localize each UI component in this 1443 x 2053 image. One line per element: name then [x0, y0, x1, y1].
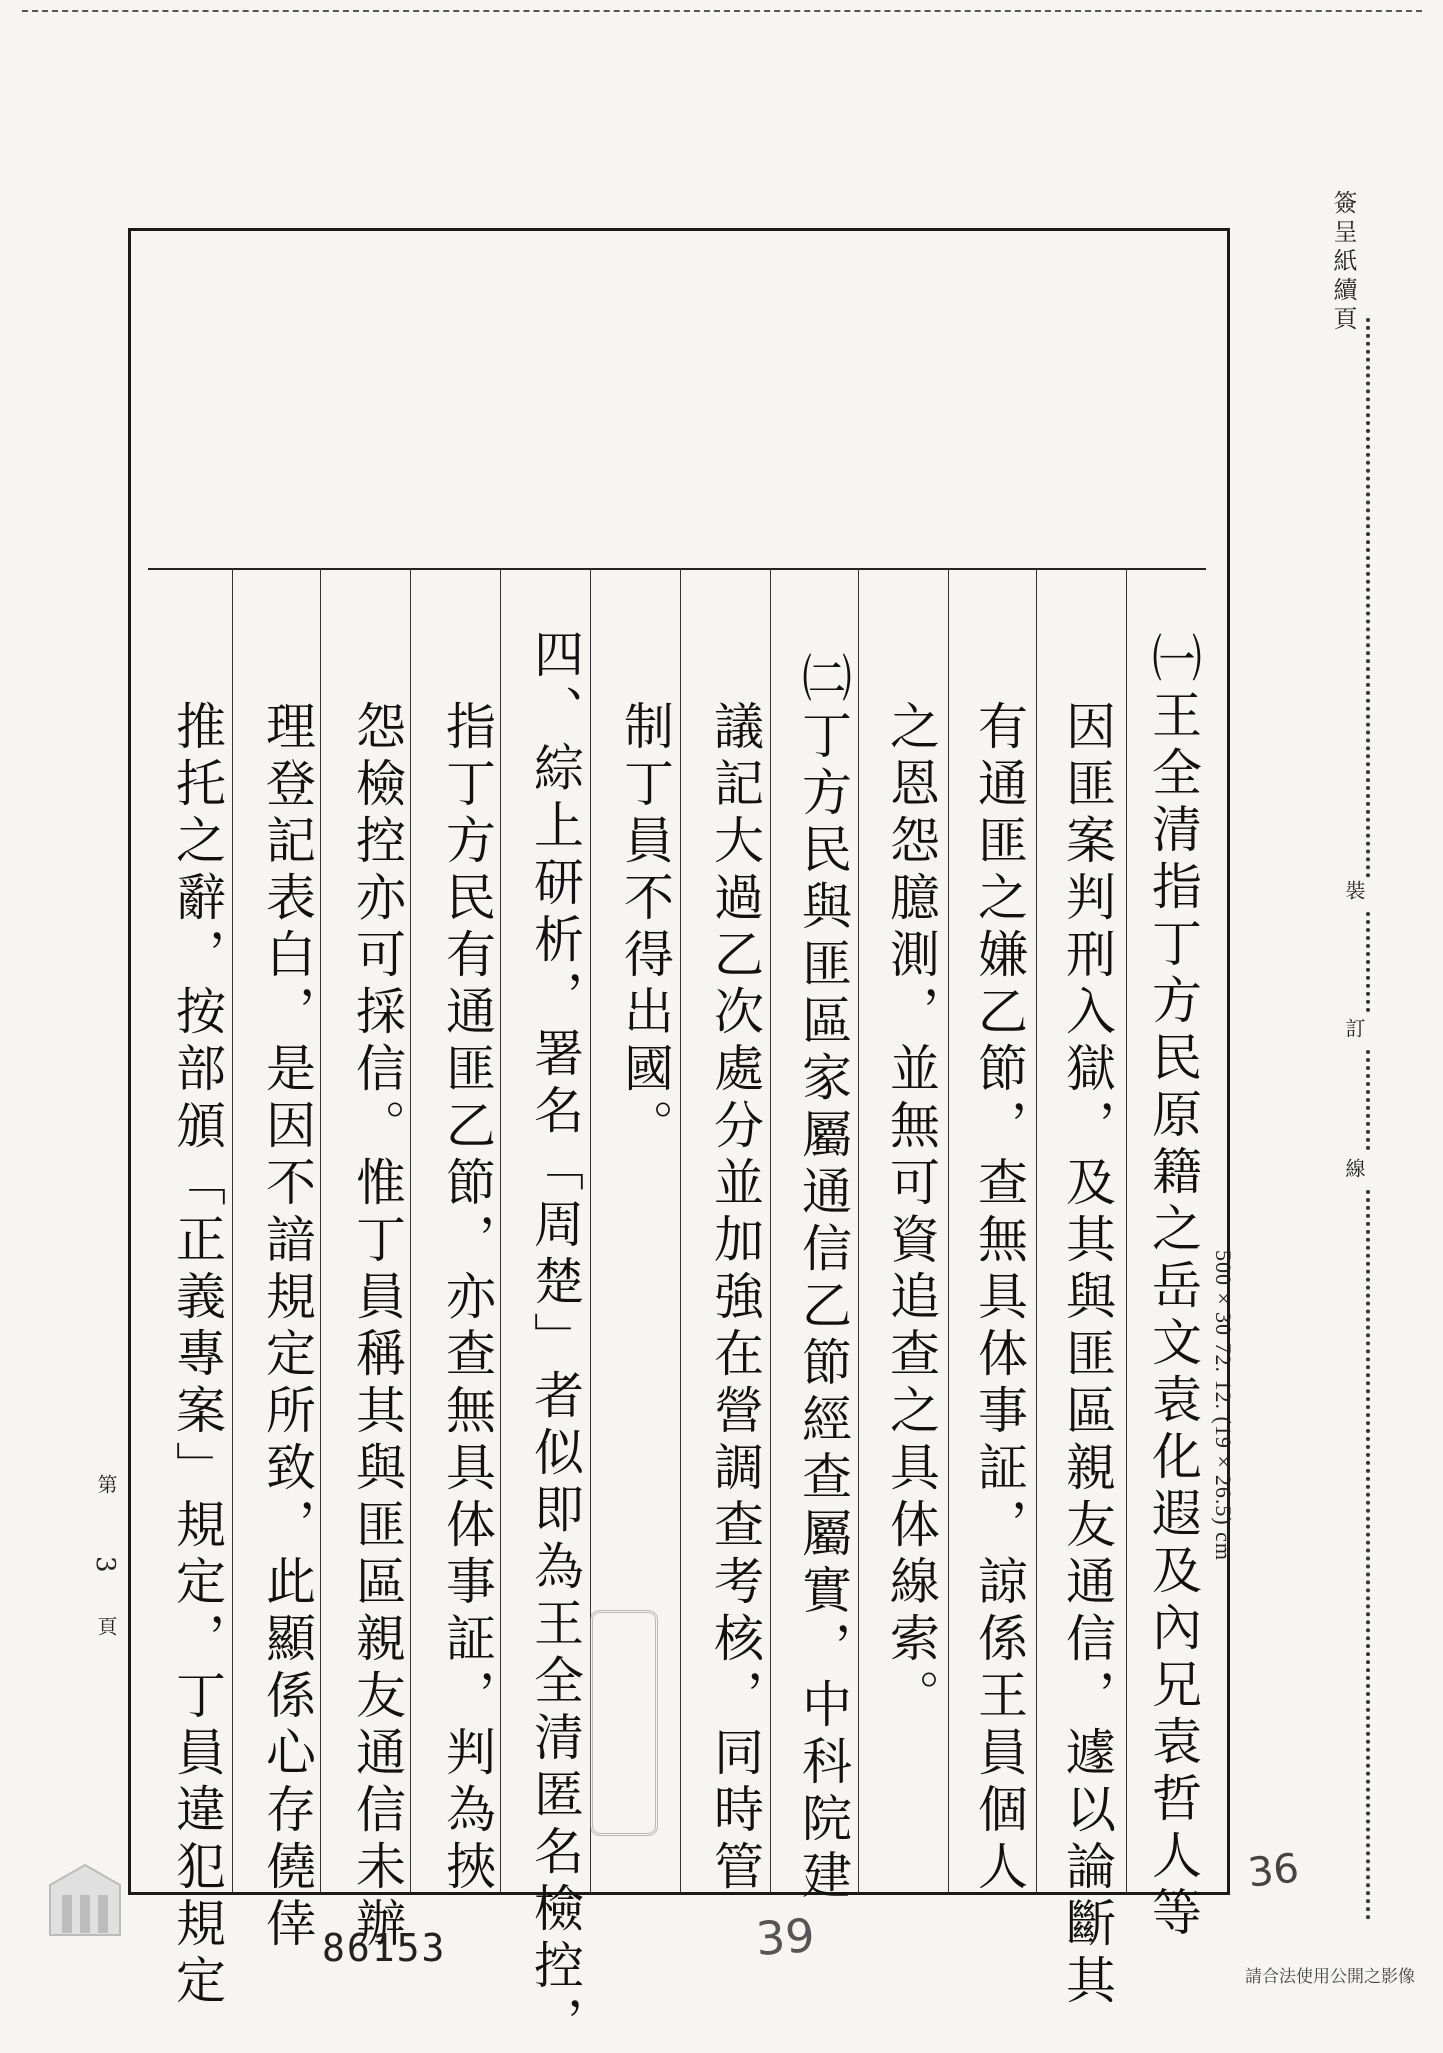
faint-seal-stamp — [590, 1610, 658, 1836]
text-column-11: 理登記表白，是因不諳規定所致，此顯係心存僥倖 — [258, 700, 316, 1954]
text-column-9: 指丁方民有通匪乙節，亦查無具体事証，判為挾 — [438, 700, 496, 1897]
text-column-3: 有通匪之嫌乙節，查無具体事証，諒係王員個人 — [970, 700, 1028, 1897]
column-rule — [948, 568, 949, 1893]
text-column-5: ㈡丁方民與匪區家屬通信乙節經查屬實，中科院建 — [794, 652, 852, 1906]
column-rule — [232, 568, 233, 1893]
page-number: 3 — [90, 1556, 120, 1576]
text-column-1: ㈠王全清指丁方民原籍之岳文袁化遐及內兄袁哲人等 — [1144, 632, 1202, 1943]
column-rule — [680, 568, 681, 1893]
binding-label-zhuang: 裝 — [1342, 880, 1366, 903]
column-rule — [1036, 568, 1037, 1893]
binding-label-ding: 訂 — [1342, 1018, 1366, 1041]
handwritten-folio-number: 39 — [754, 1908, 817, 1966]
column-rule — [858, 568, 859, 1893]
archive-logo-icon — [40, 1855, 130, 1949]
top-dashed-rule — [22, 10, 1422, 12]
binding-dotted-line-2 — [1366, 912, 1370, 1012]
continuation-label: 簽呈紙續頁 — [1329, 190, 1357, 335]
text-column-10: 怨檢控亦可採信。惟丁員稱其與匪區親友通信未辦 — [348, 700, 406, 1954]
binding-dotted-line-4 — [1366, 1190, 1370, 1920]
paper-size-note: 500×30 72. 12. (19×26.5) cm — [1211, 1250, 1236, 1562]
binding-label-xian: 線 — [1342, 1158, 1366, 1181]
page-label-bottom: 頁 — [94, 1616, 118, 1639]
text-column-8: 四、綜上研析，署名「周楚」者似即為王全清匿名檢控， — [526, 628, 584, 2053]
column-rule — [320, 568, 321, 1893]
column-rule — [1126, 568, 1127, 1893]
text-column-6: 議記大過乙次處分並加強在營調查考核，同時管 — [706, 700, 764, 1897]
binding-dotted-line-3 — [1366, 1050, 1370, 1150]
usage-footer-note: 請合法使用公開之影像 — [1245, 1967, 1415, 1987]
binding-dotted-line-1 — [1366, 318, 1370, 878]
text-column-4: 之恩怨臆測，並無可資追查之具体線索。 — [882, 700, 940, 1726]
archive-id-number: 86153 — [322, 1926, 447, 1970]
handwritten-page-number: 36 — [1245, 1845, 1302, 1897]
text-column-7: 制丁員不得出國。 — [616, 700, 674, 1156]
text-column-2: 因匪案判刑入獄，及其與匪區親友通信，遽以論斷其 — [1058, 700, 1116, 2011]
column-rule — [410, 568, 411, 1893]
page-label-top: 第 — [94, 1474, 118, 1497]
column-rule — [770, 568, 771, 1893]
column-rule — [500, 568, 501, 1893]
text-column-12: 推托之辭，按部頒「正義專案」規定，丁員違犯規定 — [168, 700, 226, 2011]
